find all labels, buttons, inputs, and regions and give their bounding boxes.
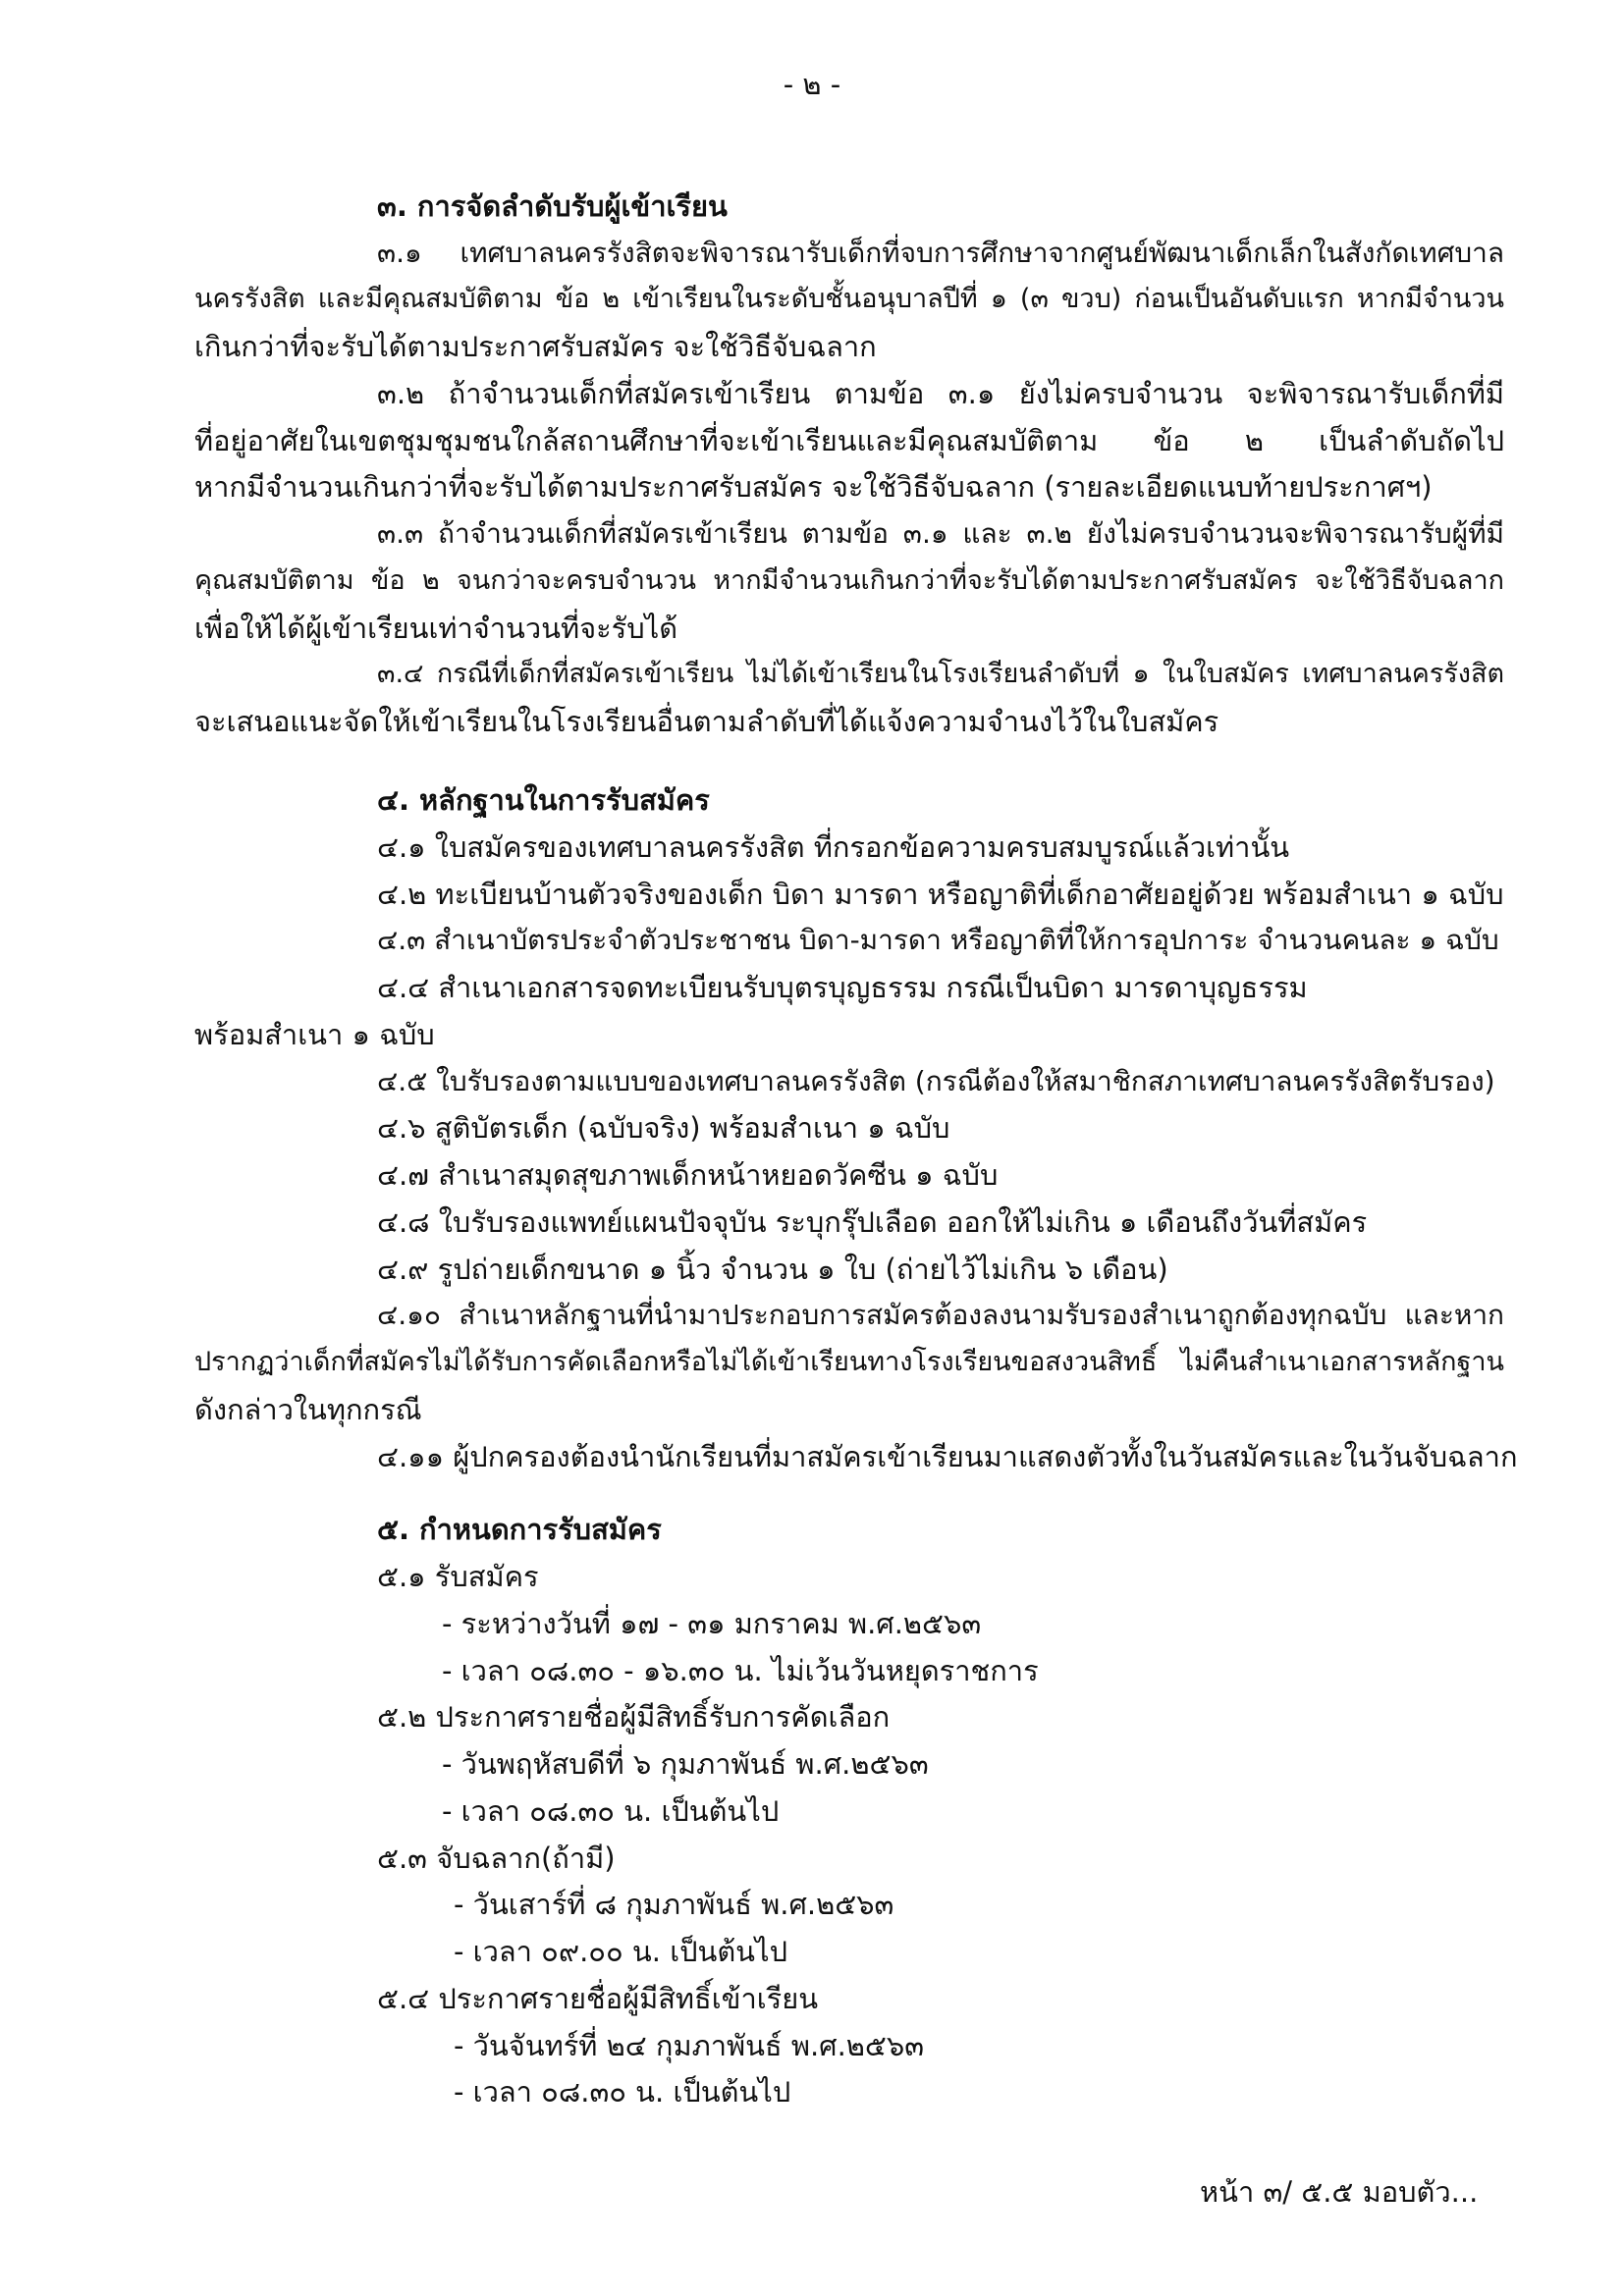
section-4-line-4: ๔.๔ สำเนาเอกสารจดทะเบียนรับบุตรบุญธรรม กรณีเป็นบิดา มารดาบุญธรรม — [377, 971, 1308, 1004]
section-4-line-5: พร้อมสำเนา ๑ ฉบับ — [194, 1018, 435, 1051]
section-4-line-3: ๔.๓ สำเนาบัตรประจำตัวประชาชน บิดา-มารดา หรือญาติที่ให้การอุปการะ จำนวนคนละ ๑ ฉบับ — [377, 924, 1499, 956]
section-4-line-6: ๔.๕ ใบรับรองตามแบบของเทศบาลนครรังสิต (กรณีต้องให้สมาชิกสภาเทศบาลนครรังสิตรับรอง) — [377, 1065, 1495, 1097]
section-5-line-2: - ระหว่างวันที่ ๑๗ - ๓๑ มกราคม พ.ศ.๒๕๖๓ — [442, 1607, 982, 1640]
section-4-line-14: ๔.๑๑ ผู้ปกครองต้องนำนักเรียนที่มาสมัครเข้าเรียนมาแสดงตัวทั้งในวันสมัครและในวันจับฉลาก — [377, 1440, 1518, 1473]
section-5-line-4: ๕.๒ ประกาศรายชื่อผู้มีสิทธิ์รับการคัดเลือก — [377, 1700, 891, 1734]
page-number: - ๒ - — [783, 68, 841, 101]
section-3-line-3: เกินกว่าที่จะรับได้ตามประกาศรับสมัคร จะใช้วิธีจับฉลาก — [194, 330, 877, 363]
section-3-line-7: ๓.๓ ถ้าจำนวนเด็กที่สมัครเข้าเรียน ตามข้อ ๓.๑ และ ๓.๒ ยังไม่ครบจำนวนจะพิจารณารับผู้ที่มี — [377, 517, 1504, 550]
section-4-line-11: ๔.๑๐ สำเนาหลักฐานที่นำมาประกอบการสมัครต้องลงนามรับรองสำเนาถูกต้องทุกฉบับ และหาก — [377, 1299, 1504, 1331]
section-4-line-13: ดังกล่าวในทุกกรณี — [194, 1393, 422, 1426]
section-3-line-4: ๓.๒ ถ้าจำนวนเด็กที่สมัครเข้าเรียน ตามข้อ ๓.๑ ยังไม่ครบจำนวน จะพิจารณารับเด็กที่มี — [377, 377, 1504, 410]
section-4-line-10: ๔.๙ รูปถ่ายเด็กขนาด ๑ นิ้ว จำนวน ๑ ใบ (ถ่ายไว้ไม่เกิน ๖ เดือน) — [377, 1253, 1168, 1286]
section-3-line-1: ๓.๑ เทศบาลนครรังสิตจะพิจารณารับเด็กที่จบการศึกษาจากศูนย์พัฒนาเด็กเล็กในสังกัดเทศบาล — [377, 237, 1504, 269]
section-5-line-6: - เวลา ๐๘.๓๐ น. เป็นต้นไป — [442, 1794, 780, 1828]
section-3-line-11: จะเสนอแนะจัดให้เข้าเรียนในโรงเรียนอื่นตามลำดับที่ได้แจ้งความจำนงไว้ในใบสมัคร — [194, 705, 1219, 738]
section-5-line-3: - เวลา ๐๘.๓๐ - ๑๖.๓๐ น. ไม่เว้นวันหยุดราชการ — [442, 1654, 1039, 1687]
section-5-line-8: - วันเสาร์ที่ ๘ กุมภาพันธ์ พ.ศ.๒๕๖๓ — [454, 1888, 894, 1921]
section-5-line-12: - เวลา ๐๘.๓๐ น. เป็นต้นไป — [454, 2075, 791, 2109]
section-5-line-1: ๕.๑ รับสมัคร — [377, 1560, 539, 1593]
section-5-line-9: - เวลา ๐๙.๐๐ น. เป็นต้นไป — [454, 1935, 787, 1968]
section-4-line-2: ๔.๒ ทะเบียนบ้านตัวจริงของเด็ก บิดา มารดา หรือญาติที่เด็กอาศัยอยู่ด้วย พร้อมสำเนา ๑ ฉบับ — [377, 878, 1504, 911]
section-5-line-5: - วันพฤหัสบดีที่ ๖ กุมภาพันธ์ พ.ศ.๒๕๖๓ — [442, 1747, 929, 1781]
section-5-line-7: ๕.๓ จับฉลาก(ถ้ามี) — [377, 1842, 616, 1875]
section-3-line-10: ๓.๔ กรณีที่เด็กที่สมัครเข้าเรียน ไม่ได้เข้าเรียนในโรงเรียนลำดับที่ ๑ ในใบสมัคร เทศบาลนครรังสิต — [377, 659, 1504, 689]
section-4-line-9: ๔.๘ ใบรับรองแพทย์แผนปัจจุบัน ระบุกรุ๊ปเลือด ออกให้ไม่เกิน ๑ เดือนถึงวันที่สมัคร — [377, 1205, 1368, 1239]
section-3-line-6: หากมีจำนวนเกินกว่าที่จะรับได้ตามประกาศรับสมัคร จะใช้วิธีจับฉลาก (รายละเอียดแนบท้ายประกาศฯ) — [194, 470, 1433, 504]
section-4-line-8: ๔.๗ สำเนาสมุดสุขภาพเด็กหน้าหยอดวัคซีน ๑ ฉบับ — [377, 1158, 999, 1192]
section-4-line-7: ๔.๖ สูติบัตรเด็ก (ฉบับจริง) พร้อมสำเนา ๑ ฉบับ — [377, 1111, 950, 1145]
section-3-line-2: นครรังสิต และมีคุณสมบัติตาม ข้อ ๒ เข้าเรียนในระดับชั้นอนุบาลปีที่ ๑ (๓ ขวบ) ก่อนเป็นอันดับแรก หากมีจำนวน — [194, 284, 1504, 314]
page-footer: หน้า ๓/ ๕.๕ มอบตัว... — [1200, 2175, 1479, 2209]
section-3-heading: ๓. การจัดลำดับรับผู้เข้าเรียน — [377, 189, 728, 223]
section-5-line-10: ๕.๔ ประกาศรายชื่อผู้มีสิทธิ์เข้าเรียน — [377, 1982, 819, 2015]
section-5-line-11: - วันจันทร์ที่ ๒๔ กุมภาพันธ์ พ.ศ.๒๕๖๓ — [454, 2029, 925, 2062]
section-3-line-9: เพื่อให้ได้ผู้เข้าเรียนเท่าจำนวนที่จะรับได้ — [194, 612, 678, 645]
section-4-line-12: ปรากฏว่าเด็กที่สมัครไม่ได้รับการคัดเลือกหรือไม่ได้เข้าเรียนทางโรงเรียนขอสงวนสิทธิ์ ไม่คืนสำเนาเอกสารหลักฐาน — [194, 1347, 1504, 1377]
section-5-heading: ๕. กำหนดการรับสมัคร — [377, 1513, 662, 1546]
section-4-line-1: ๔.๑ ใบสมัครของเทศบาลนครรังสิต ที่กรอกข้อความครบสมบูรณ์แล้วเท่านั้น — [377, 830, 1290, 864]
section-3-line-8: คุณสมบัติตาม ข้อ ๒ จนกว่าจะครบจำนวน หากมีจำนวนเกินกว่าที่จะรับได้ตามประกาศรับสมัคร จะใช้วิธีจับฉลาก — [194, 565, 1504, 596]
section-4-heading: ๔. หลักฐานในการรับสมัคร — [377, 783, 710, 817]
section-3-line-5: ที่อยู่อาศัยในเขตชุมชุมชนใกล้สถานศึกษาที่จะเข้าเรียนและมีคุณสมบัติตาม ข้อ ๒ เป็นลำดับถัดไป — [194, 424, 1504, 457]
